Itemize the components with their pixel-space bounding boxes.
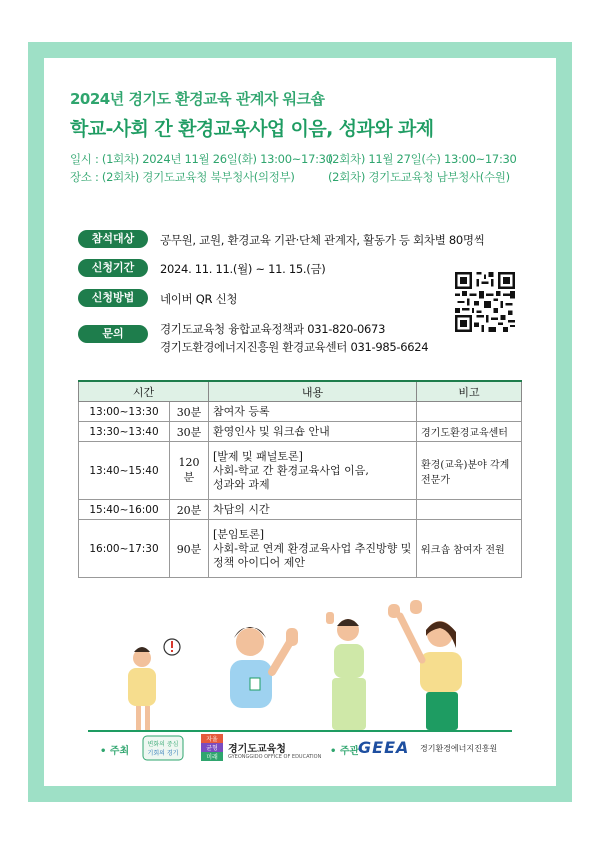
row-content: 참여자 등록: [209, 402, 417, 422]
row-content: [발제 및 패널토론] 사회-학교 간 환경교육사업 이음, 성과와 과제: [209, 442, 417, 500]
row-time: 13:40~15:40: [79, 442, 170, 500]
geea-logo: GEEA: [358, 738, 410, 757]
period-label: 신청기간: [78, 259, 148, 277]
contact-label: 문의: [78, 325, 148, 343]
host-label: • 주최: [100, 746, 130, 757]
row-content: 환영인사 및 워크숍 안내: [209, 422, 417, 442]
footer-divider: [88, 730, 512, 732]
row-duration: 120분: [170, 442, 209, 500]
education-badge-icon: [200, 733, 224, 763]
svg-text:변화의 중심: 변화의 중심: [147, 741, 179, 748]
row-content: 차담의 시간: [209, 500, 417, 520]
svg-text:미래: 미래: [206, 754, 218, 761]
row-note: [417, 402, 522, 422]
method-text: 네이버 QR 신청: [160, 292, 238, 306]
row-time: 16:00~17:30: [79, 520, 170, 578]
row-time: 13:30~13:40: [79, 422, 170, 442]
person-thumbsup-icon: [326, 612, 366, 730]
target-label: 참석대상: [78, 230, 148, 248]
method-label: 신청방법: [78, 289, 148, 307]
row-duration: 90분: [170, 520, 209, 578]
row-note: 워크숍 참여자 전원: [417, 520, 522, 578]
person-center-icon: [230, 627, 298, 708]
program-table: [78, 380, 522, 578]
host-org: 경기도교육청: [228, 744, 286, 755]
table-row: [79, 442, 522, 500]
row-duration: 20분: [170, 500, 209, 520]
svg-text:균형: 균형: [206, 745, 218, 752]
person-right-icon: [388, 600, 462, 730]
svg-text:자율: 자율: [206, 736, 218, 743]
row-time: 13:00~13:30: [79, 402, 170, 422]
table-header-row: [79, 381, 522, 402]
contact-line-1: 경기도교육청 융합교육정책과 031-820-0673: [160, 322, 386, 336]
person-left-icon: [128, 639, 180, 730]
target-text: 공무원, 교원, 환경교육 기관·단체 관계자, 활동가 등 회차별 80명씩: [160, 233, 485, 247]
row-note: 환경(교육)분야 각계 전문가: [417, 442, 522, 500]
row-duration: 30분: [170, 422, 209, 442]
row-content: [분임토론] 사회-학교 연계 환경교육사업 추진방향 및 정책 아이디어 제안: [209, 520, 417, 578]
venue-first: 장소 : (2회차) 경기도교육청 북부청사(의정부): [70, 170, 295, 184]
organizer-org: 경기환경에너지진흥원: [420, 744, 498, 753]
row-note: [417, 500, 522, 520]
venue-second: (2회차) 경기도교육청 남부청사(수원): [328, 170, 510, 184]
gyeonggi-slogan-logo-icon: [142, 735, 184, 761]
row-time: 15:40~16:00: [79, 500, 170, 520]
table-row: [79, 520, 522, 578]
table-row: [79, 422, 522, 442]
poster-subtitle: 2024년 경기도 환경교육 관계자 워크숍: [70, 90, 325, 108]
row-note: 경기도환경교육센터: [417, 422, 522, 442]
host-org-en: GYEONGGIDO OFFICE OF EDUCATION: [228, 754, 322, 760]
date-second-session: (2회차) 11월 27일(수) 13:00~17:30: [328, 152, 517, 166]
header-content: 내용: [209, 381, 417, 402]
poster-title: 학교-사회 간 환경교육사업 이음, 성과와 과제: [70, 118, 434, 140]
row-duration: 30분: [170, 402, 209, 422]
header-note: 비고: [417, 381, 522, 402]
qr-code-icon[interactable]: [455, 272, 515, 332]
date-first-session: 일시 : (1회차) 2024년 11월 26일(화) 13:00~17:30: [70, 152, 333, 166]
period-text: 2024. 11. 11.(월) ~ 11. 15.(금): [160, 262, 326, 276]
table-row: [79, 500, 522, 520]
participants-illustration: [100, 590, 520, 730]
contact-line-2: 경기도환경에너지진흥원 환경교육센터 031-985-6624: [160, 340, 429, 354]
header-time: 시간: [79, 381, 209, 402]
svg-text:기회의 경기: 기회의 경기: [147, 750, 179, 757]
organizer-label: • 주관: [330, 746, 360, 757]
table-row: [79, 402, 522, 422]
